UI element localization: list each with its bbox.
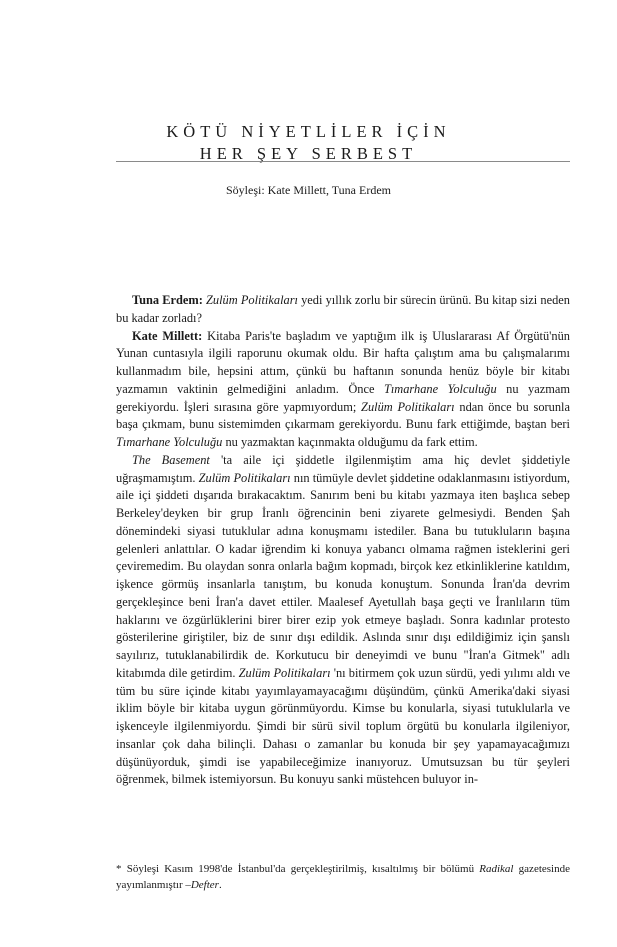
title-divider (116, 161, 570, 162)
text-run: 'nı bitirmem çok uzun sürdü, yedi yılımı aldı ve tüm bu süre içinde kitabı yayımlayamayacağımı düşündüm, çünkü Amerika'daki siyasi iklim böyle bir kitaba uygun görünmüyordu. Kimse bu konularla, siyasi tutuklularla ve işkenceyle ilgilenmiyordu. Şimdi bir sürü sivil toplum örgütü bu konularla ilgileniyor, insanlar çok daha bilinçli. Dahası o zamanlar bu konuda bir şey yapamayacağımızı düşünüyorduk, şimdi ise yapabileceğimize inanıyoruz. Umutsuzsan bu tür şeyleri öğrenmek, bilmek istemiyorsun. Bu konuyu sanki müstehcen buluyor in- (116, 665, 570, 787)
text-run: nu yazmam gerekiyordu. İşleri sırasına göre yapmıyordum; (116, 381, 570, 414)
text-run: yedi yıllık zorlu bir sürecin ürünü. Bu kitap sizi neden bu kadar zorladı? (116, 293, 570, 325)
article-subtitle: Söyleşi: Kate Millett, Tuna Erdem (226, 183, 391, 197)
text-run: * Söyleşi Kasım 1998'de İstanbul'da gerçekleştirilmiş, kısaltılmış bir bölümü (116, 863, 480, 875)
paragraph-2 (116, 328, 570, 452)
book-title: Tımarhane Yolculuğu (383, 381, 497, 396)
text-run: ndan önce bu sorunla başa çıkmam, bunu sistemimden çıkarmam gerekiyordu. Bunu fark ettiğimde, baştan beri (116, 399, 570, 432)
text-run: . (218, 879, 222, 891)
speaker-name: Kate Millett: (132, 328, 203, 343)
title-line-2: HER ŞEY SERBEST (199, 144, 418, 164)
text-run: nın tümüyle devlet şiddetine odaklanmasını istiyordum, aile içi şiddeti dışarıda bırakacaktım. Sanırım beni bu kitabı yazmaya iten başlıca sebep Berkeley'deyken bir grup İranlı öğrencinin beni ziyarete gelmesiydi. Benden Şah dönemindeki siyasi tutuklular adına konuşmamı istediler. Bana bu tutukluların başına gelenleri anlattılar. O kadar iğrendim ki konuya yabancı olmama rağmen isteklerini geri çeviremedim. Bu olaydan sonra onlarla bağım kopmadı, birçok kez etkinliklerine katıldım, işkence görmüş insanlarla tanıştım, bu konuda konuştum. Sonunda İran'da devrim gerçekleşince beni İran'a davet ettiler. Maalesef Ayetullah başa geçti ve İranlıların tüm haklarını ve özgürlüklerini birer birer ezip yok etmeye başladı. Sonra kadınlar protesto gösterilerine giriştiler, biz de sınır dışı edildik. Aslında sınır dışı edildiğimiz için şanslı sayılırız, tutuklanabilirdik de. Korkutucu bir deneyimdi ve bunu "İran'a Gitmek" adlı kitabımda dile getirdim. (116, 470, 570, 680)
paragraph-3 (116, 452, 570, 789)
book-title: Tımarhane Yolculuğu (116, 435, 223, 449)
text-run: nu yazmaktan kaçınmakta olduğumu da fark ettim. (222, 435, 478, 449)
book-title: Zulüm Politikaları (198, 470, 291, 485)
speaker-name: Tuna Erdem: (132, 293, 203, 307)
publication-name: Radikal (479, 863, 514, 875)
book-title: Zulüm Politikaları (238, 665, 331, 680)
text-run: 'ta aile içi şiddetle ilgilenmiştim ama hiç devlet şiddetiyle uğraşmamıştım. (116, 452, 570, 485)
book-title: The Basement (132, 452, 210, 467)
paragraph-1 (116, 292, 570, 328)
text-run: Kitaba Paris'te başladım ve yaptığım ilk iş Uluslararası Af Örgütü'nün Yunan cuntasıyla ilgili raporunu okumak oldu. Bir hafta çalıştım ama bu çalışmalarımı kullanmadım bile, hepsini attım, çünkü bu haftanın sonunda henüz böyle bir kitabı yazmamın vaktinin gelmediğini anladım. Önce (116, 328, 570, 396)
footnote-text (116, 861, 570, 893)
publication-name: Defter (190, 879, 219, 891)
article-body (116, 292, 570, 789)
book-title: Zulüm Politikaları (206, 293, 298, 307)
title-line-1: KÖTÜ NİYETLİLER İÇİN (166, 122, 451, 142)
footnote (116, 861, 570, 893)
book-title: Zulüm Politikaları (361, 399, 455, 414)
text-run: gazetesinde yayımlanmıştır – (116, 863, 570, 891)
article-title (0, 121, 617, 165)
